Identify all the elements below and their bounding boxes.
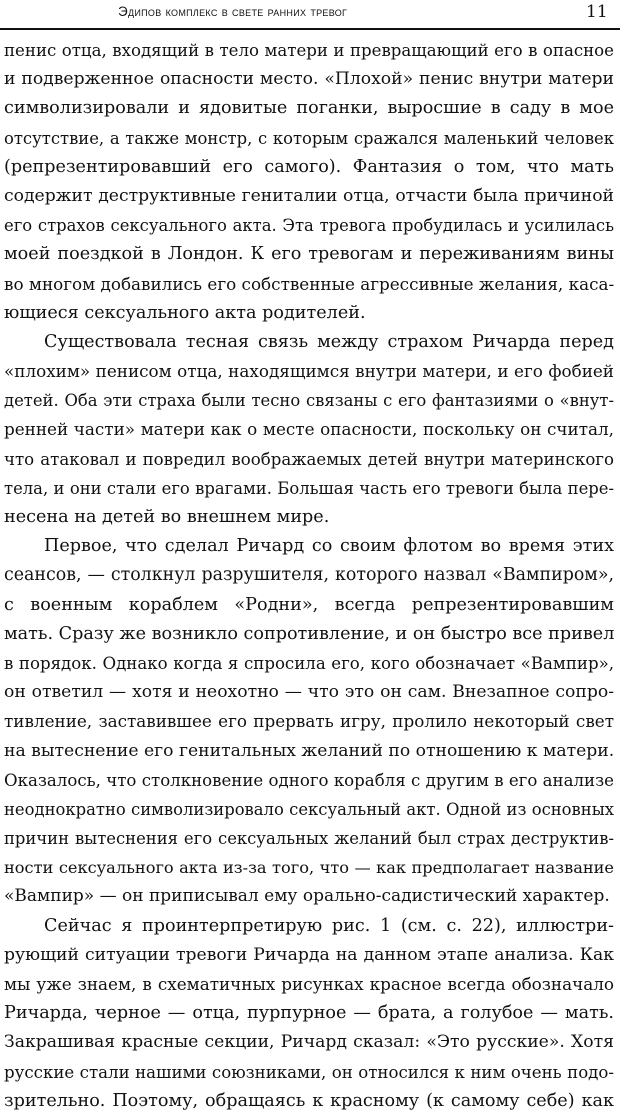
text-line: тивление, заставившее его прервать игру, пролило некоторый свет [4,711,614,732]
text-line: мать. Сразу же возникло сопротивление, и он быстро все привел [4,623,614,644]
text-line: пенис отца, входящий в тело матери и превращающий его в опасное [4,41,614,60]
text-line: неоднократно символизировало сексуальный акт. Одной из основных [4,799,614,819]
text-line: зрительно. Поэтому, обращаясь к красному (к самому себе) как [4,1090,614,1111]
text-line: Оказалось, что столкновение одного корабля с другим в его анализе [4,770,614,790]
text-line: «плохим» пенисом отца, находящимся внутри матери, и его фобией [4,361,614,382]
text-line: «Вампир» — он приписывал ему орально-садистический характер. [4,886,610,907]
text-line: во многом добавились его собственные агрессивные желания, каса- [4,273,614,294]
text-line: детей. Оба эти страха были тесно связаны с его фантазиями о «внут- [4,391,614,411]
text-line: в порядок. Однако когда я спросила его, кого обозначает «Вампир», [4,653,614,673]
text-line: тела, и они стали его врагами. Большая часть его тревоги была пере- [4,478,614,498]
text-line: ющиеся сексуального акта родителей. [4,302,366,323]
text-line: мы уже знаем, в схематичных рисунках красное всегда обозначало [4,974,614,994]
text-line: Ричарда, черное — отца, пурпурное — брата, а голубое — мать. [4,1003,614,1024]
text-line: с военным кораблем «Родни», всегда репрезентировавшим [4,594,614,615]
text-line: отсутствие, а также монстр, с которым сражался маленький человек [4,128,614,148]
text-line: ности сексуального акта из-за того, что — как предполагает название [4,858,614,878]
text-line: на вытеснение его генитальных желаний по отношению к матери. [4,740,614,761]
text-line: его страхов сексуального акта. Эта тревога пробудилась и усилилась [4,216,614,236]
text-line: он ответил — хотя и неохотно — что это он сам. Внезапное сопро- [4,682,614,703]
text-line: ренней части» матери как о месте опасности, поскольку он считал, [4,419,614,440]
text-line: сеансов, — столкнул разрушителя, которого назвал «Вампиром», [4,565,614,586]
text-line: что атаковал и повредил воображаемых детей внутри материнского [4,449,614,469]
text-line: несена на детей во внешнем мире. [4,507,330,527]
text-line: рующий ситуации тревоги Ричарда на данном этапе анализа. Как [4,944,614,965]
text-line: Сейчас я проинтерпретирую рис. 1 (см. с. 22), иллюстри- [44,915,614,936]
text-line: Существовала тесная связь между страхом Ричарда перед [44,331,614,352]
text-line: причин вытеснения его сексуальных желаний был страх деструктив- [4,829,614,849]
text-line: русские стали нашими союзниками, он относился к ним очень подо- [4,1062,614,1082]
text-line: Первое, что сделал Ричард со своим флотом во время этих [44,536,614,557]
running-head-title: Эдипов комплекс в свете ранних тревог [118,4,348,19]
text-line: моей поездкой в Лондон. К его тревогам и переживаниям вины [4,244,614,265]
text-line: символизировали и ядовитые поганки, выросшие в саду в мое [4,98,614,119]
text-line: и подверженное опасности место. «Плохой» пенис внутри матери [4,69,614,90]
header-rule [0,28,620,30]
running-header [0,0,620,36]
text-line: Закрашивая красные секции, Ричард сказал: «Это русские». Хотя [4,1032,614,1053]
page-number: 11 [586,2,608,22]
text-line: (репрезентировавший его самого). Фантазия о том, что мать [4,156,614,177]
text-line: содержит деструктивные гениталии отца, отчасти была причиной [4,185,614,206]
body-text [4,36,614,1116]
